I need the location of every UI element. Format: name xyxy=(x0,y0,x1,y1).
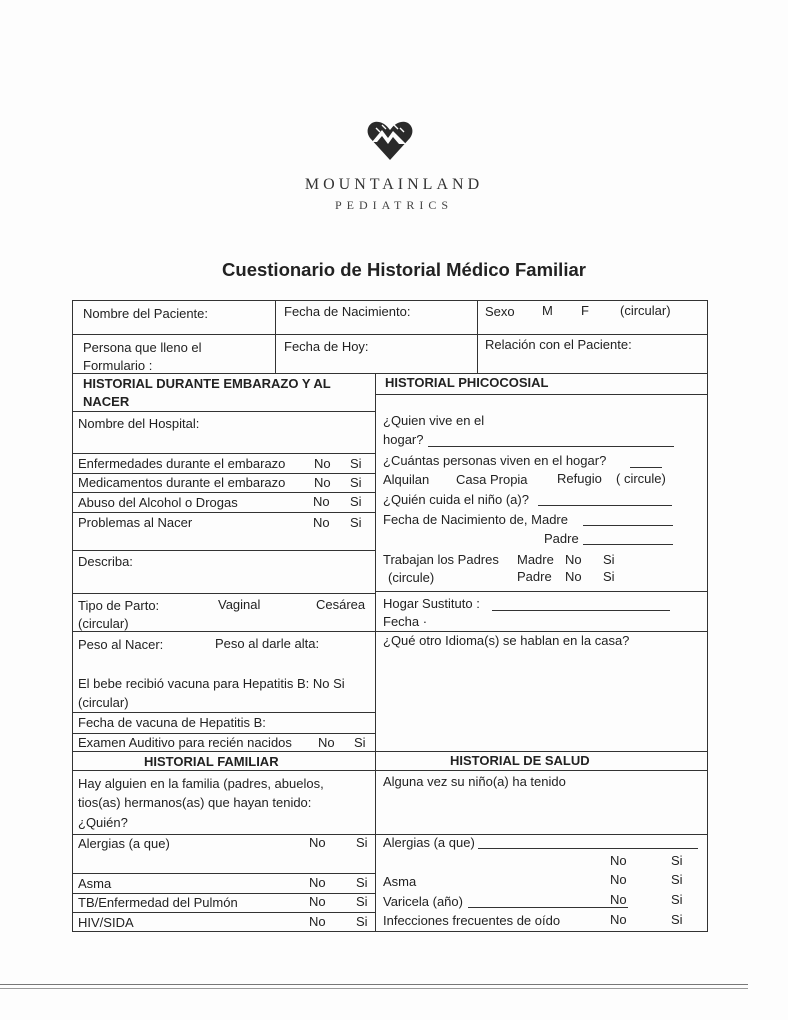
row-divider xyxy=(72,550,376,551)
table-border-bottom xyxy=(72,931,708,932)
family-tb-no[interactable]: No xyxy=(309,894,326,909)
family-allergies-si[interactable]: Si xyxy=(356,835,368,850)
who-lives-line[interactable] xyxy=(428,446,674,447)
birth-date-label: Fecha de Nacimiento: xyxy=(284,304,411,319)
health-asthma-no[interactable]: No xyxy=(610,872,627,887)
rent-option[interactable]: Alquilan xyxy=(383,472,430,487)
relation-label: Relación con el Paciente: xyxy=(485,337,632,352)
family-question-3: ¿Quién? xyxy=(78,815,128,830)
family-asthma-no[interactable]: No xyxy=(309,875,326,890)
delivery-vaginal-option[interactable]: Vaginal xyxy=(218,597,261,612)
questionnaire-table xyxy=(72,300,708,932)
family-allergies-no[interactable]: No xyxy=(309,835,326,850)
father-dob-line[interactable] xyxy=(583,544,673,545)
family-hiv-si[interactable]: Si xyxy=(356,914,368,929)
health-asthma-label: Asma xyxy=(383,874,417,889)
delivery-circle-hint: (circular) xyxy=(78,616,129,631)
filled-by-label-2: Formulario : xyxy=(83,358,153,373)
foster-home-line[interactable] xyxy=(492,610,670,611)
sex-circle-hint: (circular) xyxy=(620,303,671,318)
row-divider xyxy=(72,733,376,734)
meds-no[interactable]: No xyxy=(314,475,331,490)
father-work-si[interactable]: Si xyxy=(603,569,615,584)
row-divider xyxy=(72,334,708,335)
caregiver-line[interactable] xyxy=(538,505,672,506)
illness-si[interactable]: Si xyxy=(350,456,362,471)
birth-problems-si[interactable]: Si xyxy=(350,515,362,530)
filled-by-label: Persona que lleno el xyxy=(83,340,202,355)
parents-dob-label: Fecha de Nacimiento de, Madre xyxy=(383,512,568,527)
row-divider xyxy=(72,373,708,374)
father-work-label: Padre xyxy=(517,569,552,584)
row-divider xyxy=(72,453,376,454)
birth-problems-no[interactable]: No xyxy=(313,515,330,530)
ear-infections-si[interactable]: Si xyxy=(671,912,683,927)
health-allergies-label: Alergias (a que) xyxy=(383,835,475,850)
mother-work-no[interactable]: No xyxy=(565,552,582,567)
sex-m-option[interactable]: M xyxy=(542,303,553,318)
row-divider xyxy=(72,512,376,513)
household-count-label: ¿Cuántas personas viven en el hogar? xyxy=(383,453,607,468)
birth-problems-label: Problemas al Nacer xyxy=(78,515,193,530)
family-question: Hay alguien en la familia (padres, abuelos, xyxy=(78,776,324,791)
scan-artifact-line xyxy=(0,988,748,989)
sex-f-option[interactable]: F xyxy=(581,303,589,318)
alcohol-si[interactable]: Si xyxy=(350,494,362,509)
ear-infections-label: Infecciones frecuentes de oído xyxy=(383,913,561,928)
health-allergies-si[interactable]: Si xyxy=(671,853,683,868)
row-divider xyxy=(72,593,376,594)
today-date-label: Fecha de Hoy: xyxy=(284,339,369,354)
row-divider xyxy=(72,751,708,752)
illness-label: Enfermedades durante el embarazo xyxy=(78,456,286,471)
who-lives-label: ¿Quien vive en el xyxy=(383,413,485,428)
col-divider xyxy=(275,300,276,373)
own-house-option[interactable]: Casa Propia xyxy=(456,472,528,487)
mother-work-label: Madre xyxy=(517,552,554,567)
parents-work-label: Trabajan los Padres xyxy=(383,552,499,567)
table-border-left xyxy=(72,300,73,932)
foster-home-label: Hogar Sustituto : xyxy=(383,596,480,611)
alcohol-no[interactable]: No xyxy=(313,494,330,509)
father-work-no[interactable]: No xyxy=(565,569,582,584)
meds-si[interactable]: Si xyxy=(350,475,362,490)
psychosocial-section-header: HISTORIAL PHICOCOSIAL xyxy=(385,375,549,390)
family-tb-label: TB/Enfermedad del Pulmón xyxy=(78,895,238,910)
family-tb-si[interactable]: Si xyxy=(356,894,368,909)
meds-label: Medicamentos durante el embarazo xyxy=(78,475,286,490)
household-count-line[interactable] xyxy=(630,467,662,468)
row-divider xyxy=(72,411,376,412)
row-divider xyxy=(72,873,376,874)
varicela-year-line[interactable] xyxy=(468,907,628,908)
health-question: Alguna vez su niño(a) ha tenido xyxy=(383,774,566,789)
col-divider xyxy=(477,300,478,373)
foster-date-label: Fecha · xyxy=(383,614,428,629)
center-divider xyxy=(375,373,376,931)
table-border-top xyxy=(72,300,708,301)
row-divider xyxy=(72,492,376,493)
brand-name: MOUNTAINLAND xyxy=(304,176,484,193)
row-divider xyxy=(375,394,708,395)
row-divider xyxy=(72,770,708,771)
row-divider xyxy=(72,912,376,913)
health-allergies-no[interactable]: No xyxy=(610,853,627,868)
row-divider xyxy=(72,473,376,474)
mountainland-heart-logo-icon xyxy=(366,118,414,162)
family-hiv-no[interactable]: No xyxy=(309,914,326,929)
pregnancy-section-header-2: NACER xyxy=(83,394,130,409)
father-dob-label: Padre xyxy=(544,531,579,546)
row-divider xyxy=(72,712,376,713)
hepb-circle-hint: (circular) xyxy=(78,695,129,710)
delivery-cesarea-option[interactable]: Cesárea xyxy=(316,597,366,612)
hospital-label: Nombre del Hospital: xyxy=(78,416,200,431)
family-hiv-label: HIV/SIDA xyxy=(78,915,134,930)
family-asthma-label: Asma xyxy=(78,876,112,891)
hearing-label: Examen Auditivo para recién nacidos xyxy=(78,735,292,750)
alcohol-label: Abuso del Alcohol o Drogas xyxy=(78,495,238,510)
hearing-si[interactable]: Si xyxy=(354,735,366,750)
family-question-2: tios(as) hermanos(as) que hayan tenido: xyxy=(78,795,312,810)
scan-artifact-line xyxy=(0,984,748,985)
describe-label: Describa: xyxy=(78,554,133,569)
family-allergies-label: Alergias (a que) xyxy=(78,836,170,851)
health-asthma-si[interactable]: Si xyxy=(671,872,683,887)
sex-label: Sexo xyxy=(485,304,515,319)
delivery-type-label: Tipo de Parto: xyxy=(78,598,160,613)
varicela-no[interactable]: No xyxy=(610,892,627,907)
brand-subtitle: PEDIATRICS xyxy=(334,198,453,212)
discharge-weight-label: Peso al darle alta: xyxy=(215,636,320,651)
work-circle-hint: (circule) xyxy=(388,570,435,585)
shelter-option[interactable]: Refugio xyxy=(557,471,602,486)
family-asthma-si[interactable]: Si xyxy=(356,875,368,890)
varicela-si[interactable]: Si xyxy=(671,892,683,907)
mother-dob-line[interactable] xyxy=(583,525,673,526)
language-label: ¿Qué otro Idioma(s) se hablan en la casa? xyxy=(383,633,630,648)
row-divider xyxy=(72,893,376,894)
row-divider xyxy=(375,591,708,592)
family-section-header: HISTORIAL FAMILIAR xyxy=(144,754,279,769)
illness-no[interactable]: No xyxy=(314,456,331,471)
health-section-header: HISTORIAL DE SALUD xyxy=(450,753,590,768)
patient-name-label: Nombre del Paciente: xyxy=(83,306,209,321)
varicela-label: Varicela (año) xyxy=(383,894,463,909)
who-lives-label-2: hogar? xyxy=(383,432,424,447)
health-allergies-line[interactable] xyxy=(478,848,698,849)
ear-infections-no[interactable]: No xyxy=(610,912,627,927)
caregiver-label: ¿Quién cuida el niño (a)? xyxy=(383,492,529,507)
row-divider xyxy=(375,631,708,632)
hepb-label: El bebe recibió vacuna para Hepatitis B: No Si xyxy=(78,676,345,691)
mother-work-si[interactable]: Si xyxy=(603,552,615,567)
hepb-date-label: Fecha de vacuna de Hepatitis B: xyxy=(78,715,266,730)
birth-weight-label: Peso al Nacer: xyxy=(78,637,164,652)
pregnancy-section-header: HISTORIAL DURANTE EMBARAZO Y AL xyxy=(83,376,331,391)
page-title: Cuestionario de Historial Médico Familiar xyxy=(222,259,586,280)
hearing-no[interactable]: No xyxy=(318,735,335,750)
housing-circle-hint: ( circule) xyxy=(616,471,666,486)
